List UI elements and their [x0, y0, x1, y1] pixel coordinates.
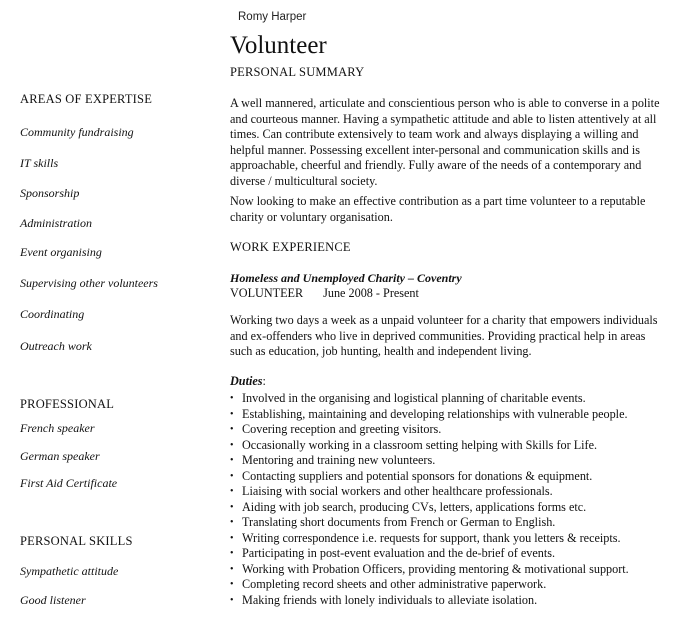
- duty-item: [230, 469, 629, 485]
- page-title: Volunteer: [230, 32, 327, 59]
- job-organisation: Homeless and Unemployed Charity – Coventry: [230, 271, 462, 285]
- duty-text: Establishing, maintaining and developing relationships with vulnerable people.: [242, 406, 628, 421]
- bullet-icon: •: [230, 408, 234, 420]
- job-role: VOLUNTEER: [230, 286, 304, 300]
- professional-heading: PROFESSIONAL: [20, 397, 115, 411]
- duty-text: Translating short documents from French or German to English.: [242, 515, 556, 529]
- duty-text: Completing record sheets and other administrative paperwork.: [242, 577, 547, 591]
- duty-item: [230, 500, 629, 516]
- duty-item: [230, 453, 629, 469]
- professional-item: German speaker: [20, 449, 100, 463]
- expertise-item: Outreach work: [20, 339, 92, 353]
- expertise-item: Administration: [20, 216, 93, 230]
- duty-item: [230, 407, 629, 423]
- expertise-item: Event organising: [20, 245, 102, 259]
- duty-item: [230, 422, 629, 438]
- duties-list: [230, 391, 629, 608]
- bullet-icon: •: [230, 501, 234, 513]
- duty-item: [230, 546, 629, 562]
- areas-of-expertise-heading: AREAS OF EXPERTISE: [20, 92, 153, 106]
- expertise-item: Supervising other volunteers: [20, 276, 158, 290]
- bullet-icon: •: [230, 424, 234, 435]
- duty-item: [230, 531, 629, 547]
- work-experience-heading: WORK EXPERIENCE: [230, 240, 351, 254]
- summary-paragraph-objective: Now looking to make an effective contribution as a part time volunteer to a reputable charity or voluntary organisation.: [230, 194, 646, 224]
- duty-text: Occasionally working in a classroom setting helping with Skills for Life.: [242, 437, 598, 452]
- job-description: Working two days a week as a unpaid volunteer for a charity that empowers individuals and ex-offenders who live in deprived communities. Providing practical help in areas such as education, job hunting, health and independent living.: [230, 313, 658, 359]
- bullet-icon: •: [230, 439, 234, 451]
- duty-item: [230, 438, 629, 454]
- expertise-item: Sponsorship: [20, 186, 80, 200]
- bullet-icon: •: [230, 579, 234, 590]
- personal-skills-heading: PERSONAL SKILLS: [20, 534, 133, 548]
- bullet-icon: •: [230, 594, 234, 606]
- duty-item: [230, 562, 629, 578]
- duty-text: Working with Probation Officers, providing mentoring & motivational support.: [242, 561, 629, 576]
- duty-item: [230, 391, 629, 407]
- summary-paragraph: A well mannered, articulate and conscientious person who is able to converse in a polite and courteous manner. Having a sympathetic attitude and able to listen attentively at all times. Can contribute extensively to team work and always displaying a willing and helpful manner. Possessing excellent inter-personal and communication skills and is approachable, cheerful and friendly. Fully aware of the needs of a contemporary and diverse / multicultural society.: [230, 96, 660, 188]
- duty-item: [230, 577, 629, 593]
- duty-item: [230, 484, 629, 500]
- bullet-icon: •: [230, 563, 234, 575]
- professional-item: First Aid Certificate: [20, 476, 118, 490]
- duty-item: [230, 593, 629, 609]
- duty-text: Writing correspondence i.e. requests for support, thank you letters & receipts.: [242, 530, 621, 545]
- duties-label-line: [230, 374, 266, 389]
- expertise-item: Community fundraising: [20, 125, 134, 139]
- bullet-icon: •: [230, 532, 234, 544]
- duty-text: Mentoring and training new volunteers.: [242, 453, 436, 467]
- skill-item: Sympathetic attitude: [20, 564, 119, 578]
- bullet-icon: •: [230, 486, 234, 497]
- bullet-icon: •: [230, 548, 234, 559]
- bullet-icon: •: [230, 393, 234, 404]
- duty-item: [230, 515, 629, 531]
- duties-label: Duties: [230, 374, 263, 388]
- skill-item: Good listener: [20, 593, 86, 607]
- duty-text: Involved in the organising and logistical planning of charitable events.: [242, 391, 586, 405]
- duty-text: Aiding with job search, producing CVs, letters, applications forms etc.: [242, 499, 587, 514]
- duty-text: Making friends with lonely individuals to alleviate isolation.: [242, 592, 538, 607]
- expertise-item: Coordinating: [20, 307, 85, 321]
- bullet-icon: •: [230, 517, 234, 528]
- duty-text: Covering reception and greeting visitors.: [242, 422, 442, 436]
- bullet-icon: •: [230, 455, 234, 466]
- personal-summary-heading: PERSONAL SUMMARY: [230, 65, 365, 79]
- duty-text: Liaising with social workers and other healthcare professionals.: [242, 484, 553, 498]
- job-dates: June 2008 - Present: [323, 286, 419, 300]
- expertise-item: IT skills: [20, 156, 59, 170]
- bullet-icon: •: [230, 470, 234, 482]
- professional-item: French speaker: [20, 421, 95, 435]
- duty-text: Contacting suppliers and potential sponsors for donations & equipment.: [242, 468, 593, 483]
- duty-text: Participating in post-event evaluation and the de-brief of events.: [242, 546, 556, 560]
- duties-colon: :: [262, 374, 266, 388]
- candidate-name: Romy Harper: [238, 11, 307, 23]
- job-role-line: [230, 286, 419, 301]
